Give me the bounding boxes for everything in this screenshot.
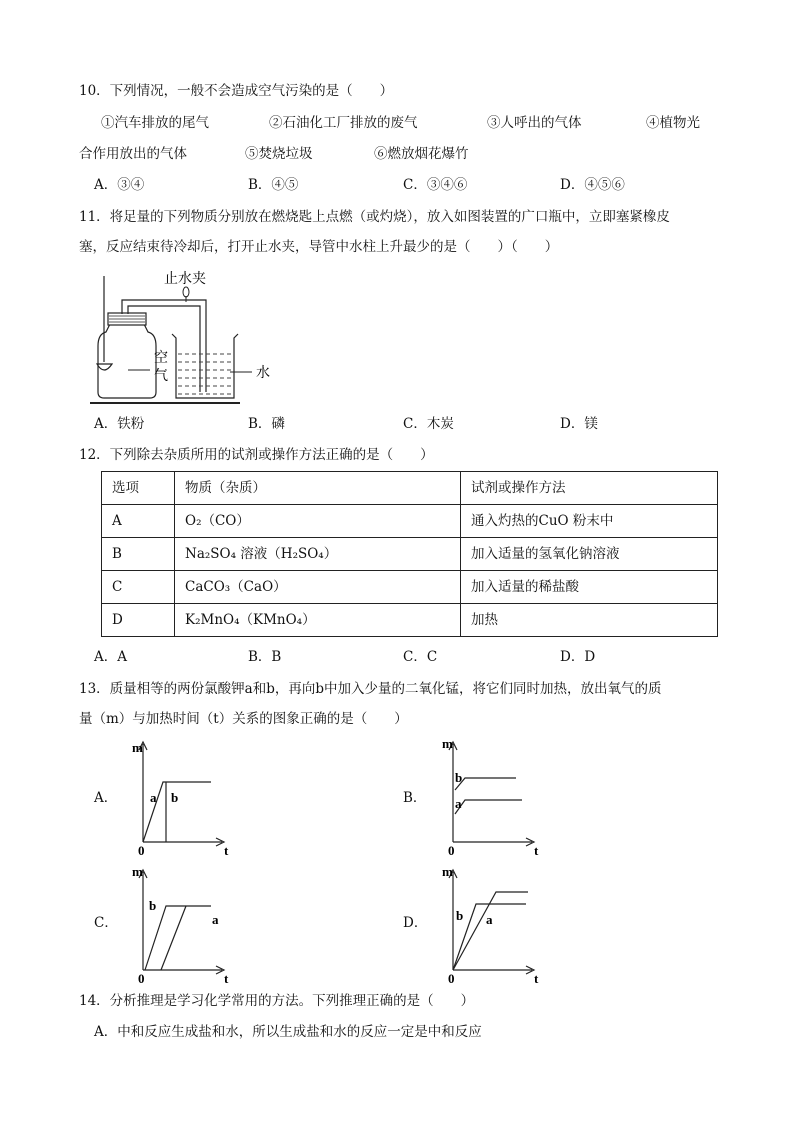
q12-stem: 12．下列除去杂质所用的试剂或操作方法正确的是（ ） bbox=[79, 447, 434, 463]
curve-b bbox=[145, 906, 211, 970]
y-axis-label: m bbox=[132, 866, 143, 879]
x-axis-label: t bbox=[534, 971, 539, 986]
table-header-substance: 物质（杂质） bbox=[175, 472, 461, 505]
q12-table bbox=[101, 471, 718, 637]
q13-stem-line2: 量（m）与加热时间（t）关系的图象正确的是（ ） bbox=[79, 711, 408, 727]
graph-d bbox=[428, 866, 548, 988]
q11-stem-line1: 11．将足量的下列物质分别放在燃烧匙上点燃（或灼烧），放入如图装置的广口瓶中，立即塞紧橡皮 bbox=[79, 209, 670, 225]
label-a: a bbox=[150, 790, 157, 805]
q10-option-a: A．③④ bbox=[94, 177, 145, 193]
label-b: b bbox=[456, 908, 464, 923]
q10-item-4-cont: 合作用放出的气体 bbox=[79, 146, 187, 162]
table-cell-option: C bbox=[102, 571, 175, 604]
curve-a bbox=[161, 906, 186, 970]
table-cell-method: 加入适量的稀盐酸 bbox=[461, 571, 718, 604]
q11-option-c: C．木炭 bbox=[403, 416, 454, 432]
q12-option-d: D．D bbox=[560, 649, 596, 665]
origin-label: 0 bbox=[448, 843, 455, 858]
origin-label: 0 bbox=[138, 843, 145, 858]
curve-b bbox=[455, 778, 516, 790]
origin-label: 0 bbox=[448, 971, 455, 986]
q11-option-b: B．磷 bbox=[248, 416, 285, 432]
q14-stem: 14．分析推理是学习化学常用的方法。下列推理正确的是（ ） bbox=[79, 993, 475, 1009]
table-row bbox=[102, 538, 718, 571]
q11-stem-line2: 塞，反应结束待冷却后，打开止水夹，导管中水柱上升最少的是（ ）（ ） bbox=[79, 239, 559, 255]
q10-item-3: ③人呼出的气体 bbox=[487, 115, 582, 131]
x-axis-label: t bbox=[224, 971, 229, 986]
q10-option-b: B．④⑤ bbox=[248, 177, 299, 193]
water-clamp bbox=[183, 287, 189, 297]
q12-option-b: B．B bbox=[248, 649, 282, 665]
y-axis-label: m bbox=[442, 866, 453, 879]
graph-b bbox=[428, 738, 548, 860]
combustion-spoon bbox=[97, 364, 112, 370]
x-axis-label: t bbox=[224, 843, 229, 858]
label-a: a bbox=[212, 912, 219, 927]
table-row bbox=[102, 604, 718, 637]
q10-item-4: ④植物光 bbox=[646, 115, 700, 131]
q12-option-a: A．A bbox=[94, 649, 127, 665]
water-label: 水 bbox=[256, 366, 270, 381]
table-row bbox=[102, 571, 718, 604]
x-axis-label: t bbox=[534, 843, 539, 858]
table-cell-option: B bbox=[102, 538, 175, 571]
label-a: a bbox=[486, 912, 493, 927]
q10-stem: 10．下列情况，一般不会造成空气污染的是（ ） bbox=[79, 83, 394, 99]
air-label-2: 气 bbox=[154, 369, 168, 384]
clamp-label: 止水夹 bbox=[164, 272, 206, 287]
q10-item-6: ⑥燃放烟花爆竹 bbox=[374, 146, 469, 162]
air-label-1: 空 bbox=[154, 351, 168, 366]
table-header-row bbox=[102, 472, 718, 505]
bottle bbox=[98, 324, 156, 398]
q10-item-5: ⑤焚烧垃圾 bbox=[245, 146, 313, 162]
q11-option-a: A．铁粉 bbox=[94, 416, 145, 432]
table-cell-method: 加热 bbox=[461, 604, 718, 637]
table-cell-substance: O₂（CO） bbox=[175, 505, 461, 538]
table-cell-method: 加入适量的氢氧化钠溶液 bbox=[461, 538, 718, 571]
label-b: b bbox=[171, 790, 179, 805]
table-cell-substance: Na₂SO₄ 溶液（H₂SO₄） bbox=[175, 538, 461, 571]
table-cell-option: A bbox=[102, 505, 175, 538]
origin-label: 0 bbox=[138, 971, 145, 986]
q13-option-a-label: A． bbox=[94, 790, 118, 806]
table-cell-method: 通入灼热的CuO 粉末中 bbox=[461, 505, 718, 538]
q10-option-c: C．③④⑥ bbox=[403, 177, 468, 193]
table-header-option: 选项 bbox=[102, 472, 175, 505]
q10-item-2: ②石油化工厂排放的废气 bbox=[269, 115, 418, 131]
table-header-method: 试剂或操作方法 bbox=[461, 472, 718, 505]
label-b: b bbox=[455, 770, 463, 785]
label-b: b bbox=[149, 898, 157, 913]
q13-option-b-label: B． bbox=[403, 790, 427, 806]
q13-option-c-label: C． bbox=[94, 915, 118, 931]
y-axis-label: m bbox=[442, 738, 453, 751]
q10-option-d: D．④⑤⑥ bbox=[560, 177, 625, 193]
q11-apparatus-figure bbox=[88, 262, 288, 410]
table-cell-substance: CaCO₃（CaO） bbox=[175, 571, 461, 604]
table-cell-option: D bbox=[102, 604, 175, 637]
q12-option-c: C．C bbox=[403, 649, 438, 665]
beaker bbox=[172, 334, 238, 398]
q13-option-d-label: D． bbox=[403, 915, 428, 931]
y-axis-label: m bbox=[132, 740, 143, 755]
q14-option-a: A．中和反应生成盐和水，所以生成盐和水的反应一定是中和反应 bbox=[94, 1024, 482, 1040]
q13-stem-line1: 13．质量相等的两份氯酸钾a和b，再向b中加入少量的二氧化锰，将它们同时加热，放出氧气的质 bbox=[79, 681, 662, 697]
graph-c bbox=[118, 866, 238, 988]
table-cell-substance: K₂MnO₄（KMnO₄） bbox=[175, 604, 461, 637]
q11-option-d: D．镁 bbox=[560, 416, 598, 432]
graph-a bbox=[118, 738, 238, 860]
q10-item-1: ①汽车排放的尾气 bbox=[101, 115, 209, 131]
label-a: a bbox=[455, 796, 462, 811]
curve-a bbox=[455, 800, 522, 814]
table-row bbox=[102, 505, 718, 538]
